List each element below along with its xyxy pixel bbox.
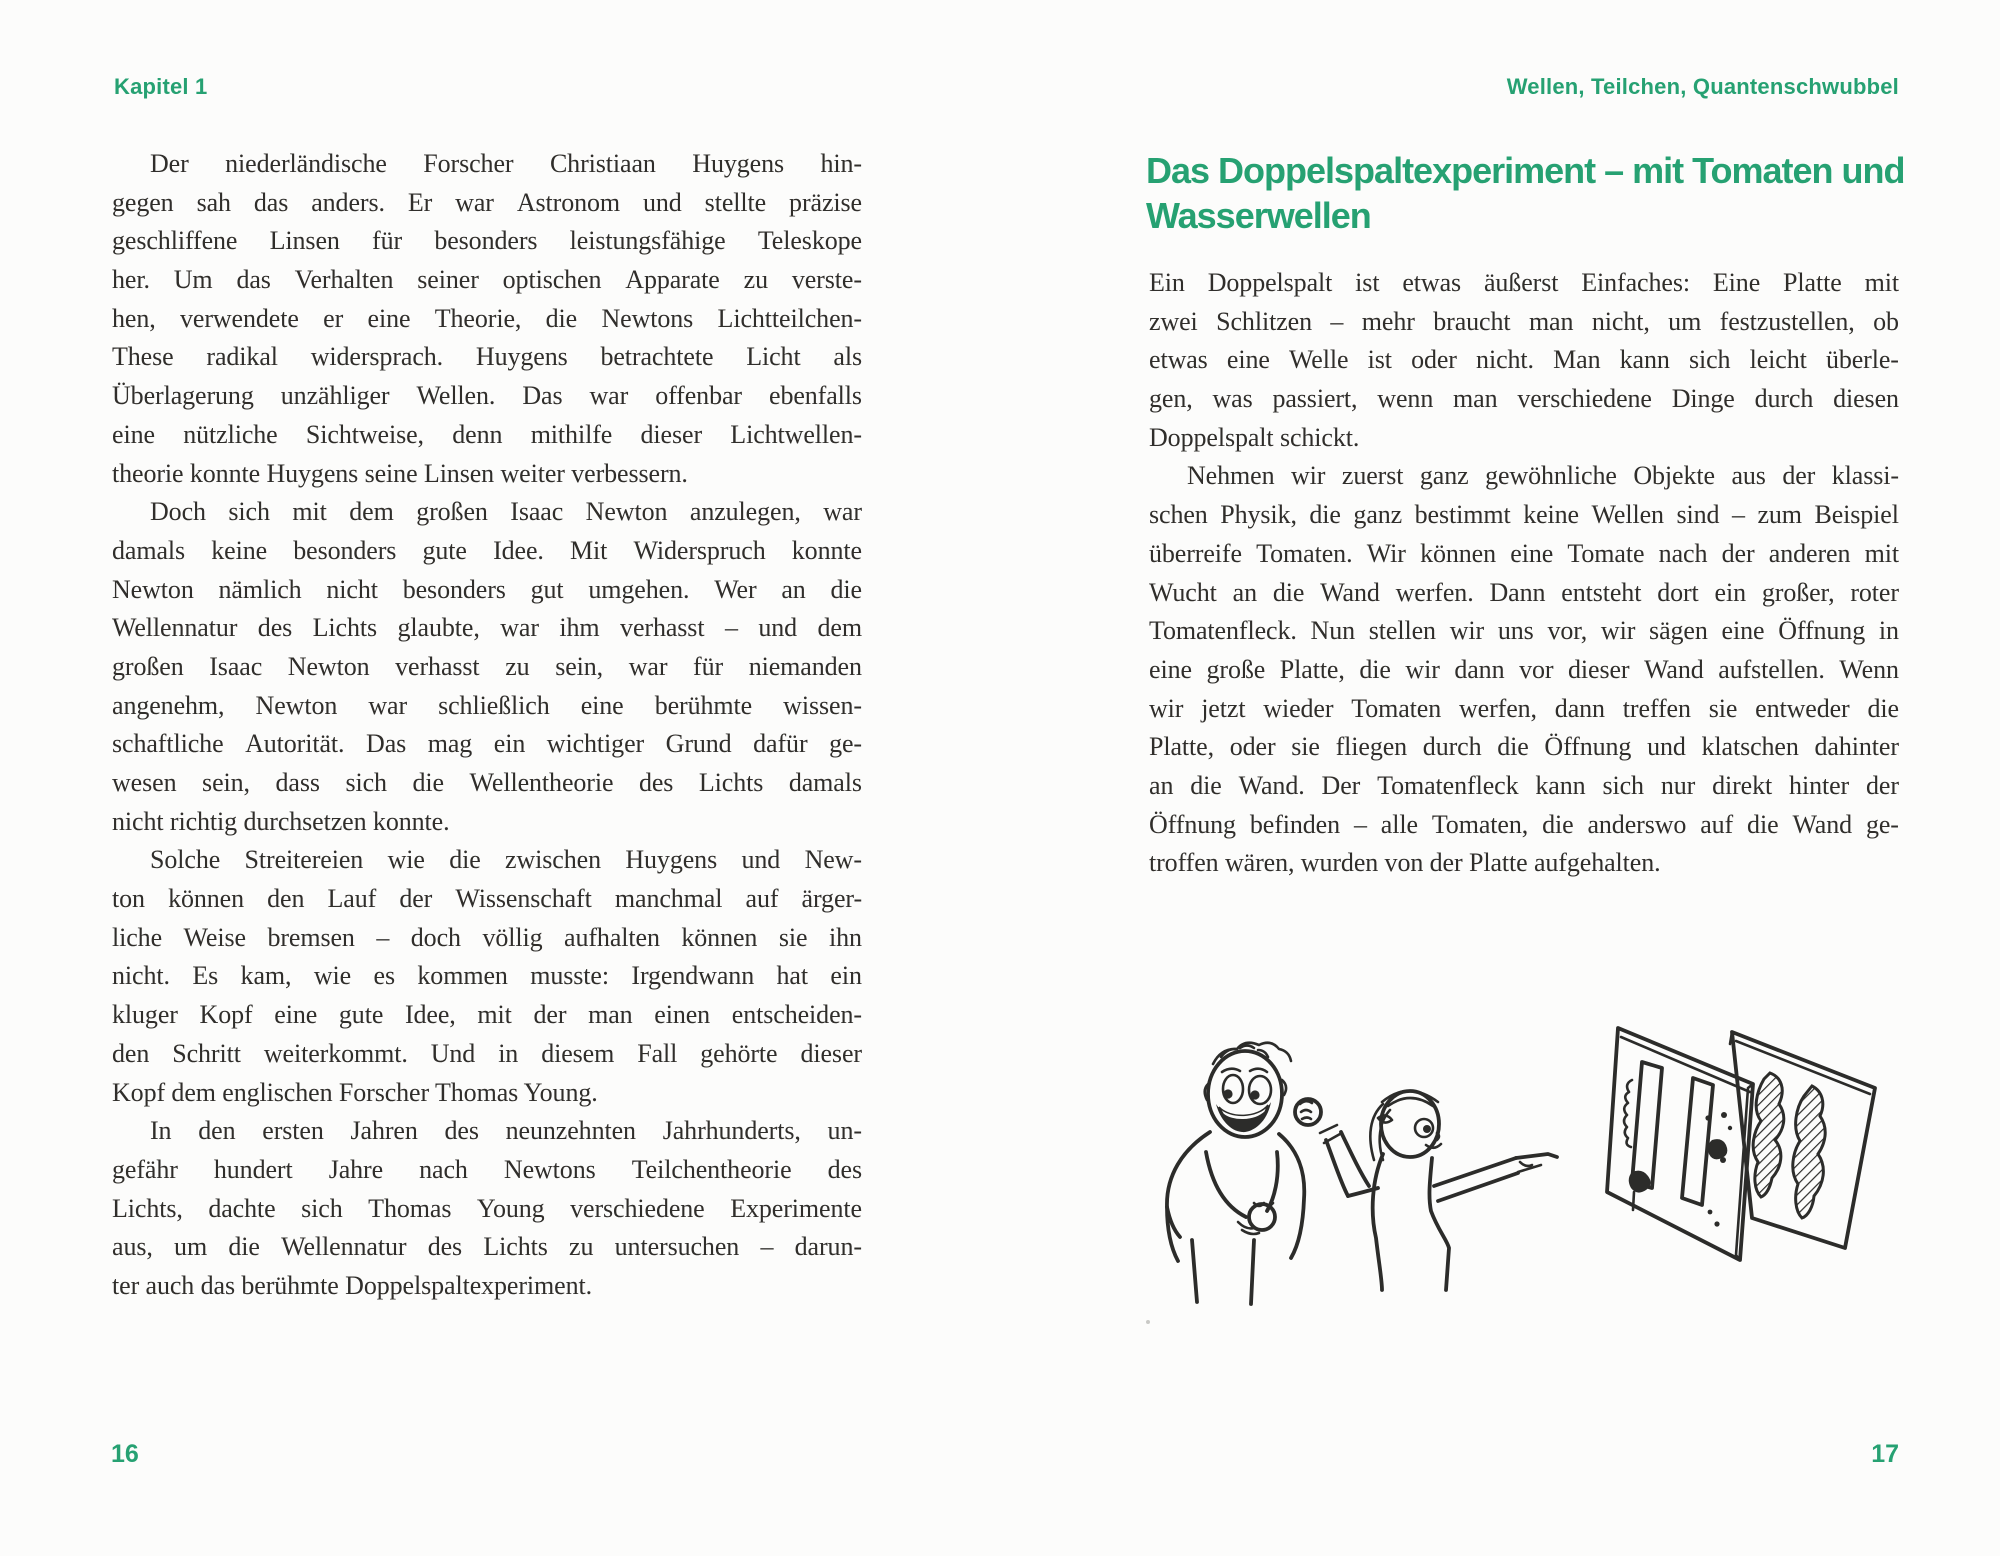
- text-line: In den ersten Jahren des neunzehnten Jahrhunderts, un-: [150, 1116, 862, 1146]
- text-line: kluger Kopf eine gute Idee, mit der man einen entscheiden-: [112, 1000, 862, 1030]
- page-number-left: 16: [111, 1440, 139, 1468]
- text-line: gefähr hundert Jahre nach Newtons Teilchentheorie des: [112, 1154, 862, 1184]
- text-line: Kopf dem englischen Forscher Thomas Young.: [112, 1077, 598, 1107]
- woman-figure: [1295, 1091, 1557, 1290]
- running-head-left: Kapitel 1: [114, 74, 208, 99]
- text-line: wesen sein, dass sich die Wellentheorie des Lichts damals: [112, 768, 862, 797]
- text-line: These radikal widersprach. Huygens betrachtete Licht als: [112, 342, 862, 372]
- text-line: überreife Tomaten. Wir können eine Tomate nach der anderen mit: [1149, 538, 1899, 568]
- text-line: Öffnung befinden – alle Tomaten, die anderswo auf die Wand ge-: [1149, 809, 1899, 839]
- text-line: Lichts, dachte sich Thomas Young verschiedene Experimente: [112, 1193, 862, 1223]
- raised-fist-tomato: [1295, 1099, 1321, 1125]
- text-line: Ein Doppelspalt ist etwas äußerst Einfaches: Eine Platte mit: [1149, 268, 1899, 297]
- text-line: wir jetzt wieder Tomaten werfen, dann treffen sie entweder die: [1149, 693, 1899, 723]
- text-line: Platte, oder sie fliegen durch die Öffnung und klatschen dahinter: [1149, 732, 1899, 762]
- text-line: nicht. Es kam, wie es kommen musste: Irgendwann hat ein: [112, 961, 862, 991]
- text-line: schen Physik, die ganz bestimmt keine Wellen sind – zum Beispiel: [1149, 500, 1899, 530]
- right-page-body: [1149, 264, 1899, 883]
- text-line: eine nützliche Sichtweise, denn mithilfe dieser Lichtwellen-: [112, 419, 862, 449]
- text-line: großen Isaac Newton verhasst zu sein, war für niemanden: [112, 651, 862, 681]
- section-heading: [1146, 148, 1926, 238]
- text-line: Wellennatur des Lichts glaubte, war ihm verhasst – und dem: [112, 613, 862, 643]
- text-line: gen, was passiert, wenn man verschiedene Dinge durch diesen: [1149, 384, 1899, 414]
- text-line: Solche Streitereien wie die zwischen Huygens und New-: [150, 845, 862, 875]
- text-line: Wucht an die Wand werfen. Dann entsteht dort ein großer, roter: [1149, 577, 1899, 607]
- tomato-icon: [1249, 1203, 1275, 1230]
- left-page-body: [112, 145, 862, 1306]
- text-line: Doch sich mit dem großen Isaac Newton anzulegen, war: [150, 497, 862, 527]
- text-line: troffen wären, wurden von der Platte aufgehalten.: [1149, 848, 1661, 878]
- text-line: zwei Schlitzen – mehr braucht man nicht, um festzustellen, ob: [1149, 306, 1899, 336]
- text-line: aus, um die Wellennatur des Lichts zu untersuchen – darun-: [112, 1232, 862, 1262]
- text-line: geschliffene Linsen für besonders leistungsfähige Teleskope: [112, 226, 862, 256]
- splatter-streaks: [1753, 1073, 1825, 1218]
- tomato-double-slit-illustration: [1120, 1000, 1920, 1330]
- pointing-arm: [1434, 1154, 1557, 1201]
- text-line: liche Weise bremsen – doch völlig aufhalten können sie ihn: [112, 922, 862, 952]
- text-line: den Schritt weiterkommt. Und in diesem Fall gehörte dieser: [112, 1038, 862, 1068]
- slit-plate: [1607, 1028, 1753, 1260]
- page-number-right: 17: [1871, 1440, 1899, 1468]
- text-line: schaftliche Autorität. Das mag ein wichtiger Grund dafür ge-: [112, 729, 862, 759]
- running-head-right: Wellen, Teilchen, Quantenschwubbel: [1506, 74, 1899, 99]
- text-line: theorie konnte Huygens seine Linsen weiter verbessern.: [112, 458, 688, 488]
- text-line: Doppelspalt schickt.: [1149, 422, 1360, 452]
- section-heading-line: Das Doppelspaltexperiment – mit Tomaten und: [1146, 150, 1905, 191]
- text-line: Überlagerung unzähliger Wellen. Das war offenbar ebenfalls: [112, 381, 862, 411]
- text-line: ter auch das berühmte Doppelspaltexperiment.: [112, 1270, 593, 1300]
- text-line: etwas eine Welle ist oder nicht. Man kann sich leicht überle-: [1149, 345, 1899, 375]
- text-line: damals keine besonders gute Idee. Mit Widerspruch konnte: [112, 535, 862, 565]
- text-line: Nehmen wir zuerst ganz gewöhnliche Objekte aus der klassi-: [1187, 461, 1899, 491]
- text-line: hen, verwendete er eine Theorie, die Newtons Lichtteilchen-: [112, 303, 862, 333]
- man-figure: [1167, 1043, 1304, 1304]
- text-line: an die Wand. Der Tomatenfleck kann sich nur direkt hinter der: [1149, 770, 1899, 800]
- text-line: gegen sah das anders. Er war Astronom und stellte präzise: [112, 187, 862, 217]
- text-line: ton können den Lauf der Wissenschaft manchmal auf ärger-: [112, 884, 862, 914]
- text-line: Newton nämlich nicht besonders gut umgehen. Wer an die: [112, 574, 862, 604]
- text-line: angenehm, Newton war schließlich eine berühmte wissen-: [112, 690, 862, 720]
- text-line: nicht richtig durchsetzen konnte.: [112, 806, 450, 836]
- splatter-wall: [1730, 1032, 1875, 1248]
- text-line: eine große Platte, die wir dann vor dieser Wand aufstellen. Wenn: [1149, 654, 1899, 684]
- text-line: Tomatenfleck. Nun stellen wir uns vor, wir sägen eine Öffnung in: [1149, 616, 1899, 646]
- text-line: Der niederländische Forscher Christiaan Huygens hin-: [150, 149, 862, 178]
- text-line: her. Um das Verhalten seiner optischen Apparate zu verste-: [112, 265, 862, 295]
- section-heading-line: Wasserwellen: [1146, 195, 1371, 236]
